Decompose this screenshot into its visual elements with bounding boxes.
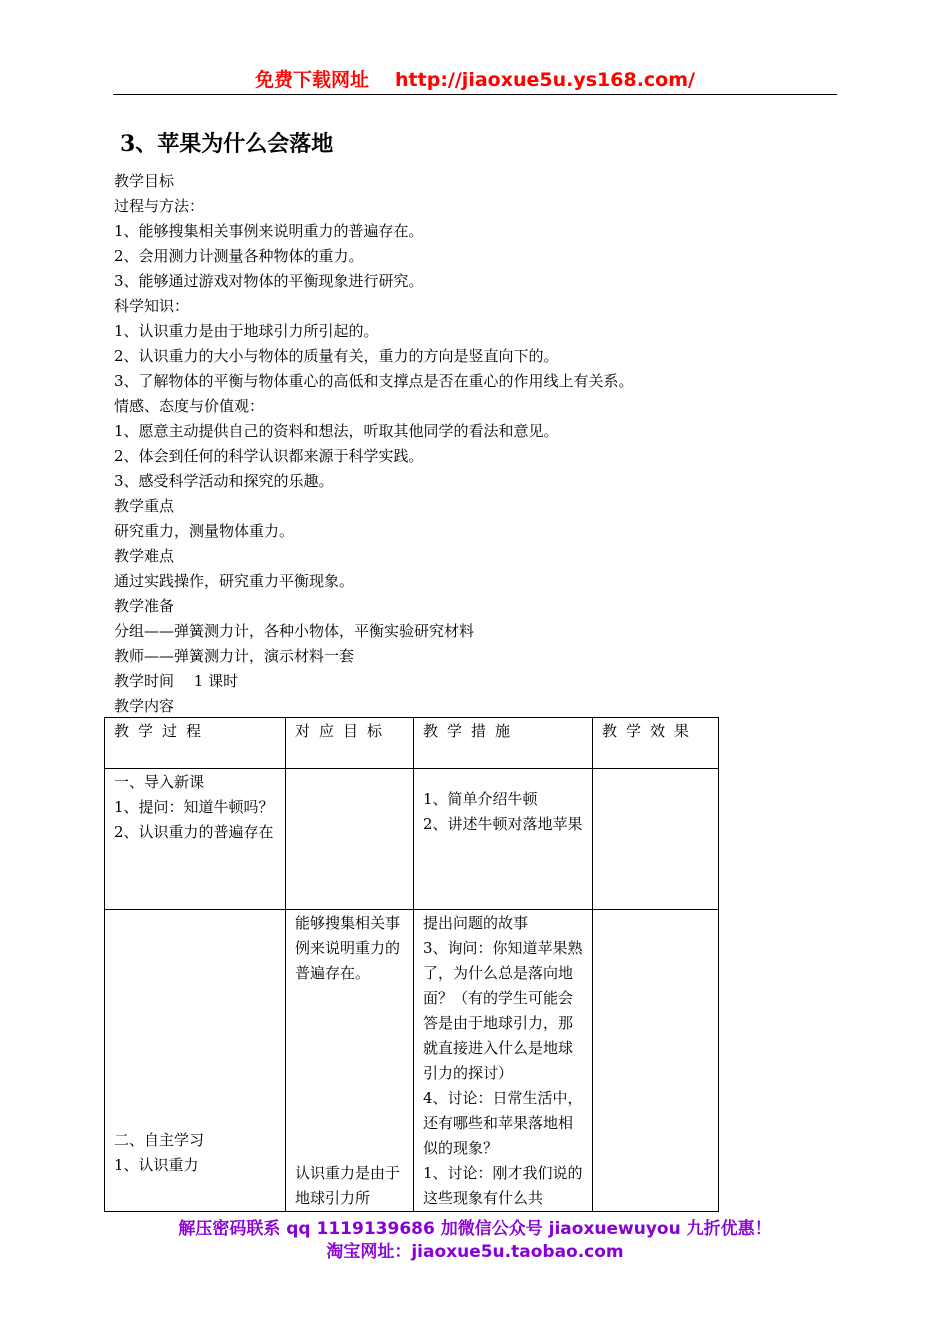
goal-cell <box>286 769 414 910</box>
text-line: 3、感受科学活动和探究的乐趣。 <box>114 472 334 490</box>
cell-line: 2、讲述牛顿对落地苹果 <box>423 815 583 833</box>
text-line: 过程与方法： <box>114 197 205 215</box>
text-line: 2、会用测力计测量各种物体的重力。 <box>114 247 364 265</box>
text-line: 教学准备 <box>114 597 175 615</box>
page-title: 3、苹果为什么会落地 <box>120 131 334 157</box>
cell-line: 1、简单介绍牛顿 <box>423 790 538 808</box>
goal-text-bottom: 认识重力是由于地球引力所 <box>295 1164 401 1207</box>
text-line: 通过实践操作，研究重力平衡现象。 <box>114 572 355 590</box>
text-line: 教学重点 <box>114 497 175 515</box>
header-effect: 教学效果 <box>593 718 719 769</box>
table-header-row <box>105 718 719 769</box>
measures-cell <box>414 910 593 1212</box>
cell-line: 4、讨论：日常生活中，还有哪些和苹果落地相似的现象？ <box>423 1089 583 1157</box>
effect-cell <box>593 769 719 910</box>
header-goal: 对应目标 <box>286 718 414 769</box>
page-footer <box>0 1218 950 1264</box>
footer-shop-link[interactable]: 淘宝网址：jiaoxue5u.taobao.com <box>326 1242 624 1262</box>
cell-line: 提出问题的故事 <box>423 914 529 932</box>
page-header <box>113 66 837 95</box>
text-line: 1、能够搜集相关事例来说明重力的普遍存在。 <box>114 222 424 240</box>
cell-line: 1、认识重力 <box>114 1156 199 1174</box>
text-line: 教师——弹簧测力计，演示材料一套 <box>114 647 355 665</box>
measures-cell <box>414 769 593 910</box>
table-row <box>105 910 719 1212</box>
header-measures: 教学措施 <box>414 718 593 769</box>
effect-cell <box>593 910 719 1212</box>
table-row <box>105 769 719 910</box>
teaching-plan-table <box>104 717 719 1212</box>
text-line: 2、体会到任何的科学认识都来源于科学实践。 <box>114 447 424 465</box>
text-line: 科学知识： <box>114 297 190 315</box>
text-line: 教学时间 1 课时 <box>114 672 239 690</box>
header-url-link[interactable]: http://jiaoxue5u.ys168.com/ <box>395 69 695 91</box>
text-line: 教学难点 <box>114 547 175 565</box>
text-line: 教学目标 <box>114 172 175 190</box>
text-line: 3、了解物体的平衡与物体重心的高低和支撑点是否在重心的作用线上有关系。 <box>114 372 634 390</box>
header-label: 免费下载网址 <box>255 69 370 91</box>
text-line: 教学内容 <box>114 697 175 715</box>
goal-cell <box>286 910 414 1212</box>
process-cell <box>105 910 286 1212</box>
text-line: 1、愿意主动提供自己的资料和想法，听取其他同学的看法和意见。 <box>114 422 559 440</box>
text-line: 研究重力，测量物体重力。 <box>114 522 295 540</box>
text-line: 2、认识重力的大小与物体的质量有关，重力的方向是竖直向下的。 <box>114 347 559 365</box>
cell-line: 1、讨论：刚才我们说的这些现象有什么共 <box>423 1164 583 1207</box>
cell-line: 1、提问：知道牛顿吗？ <box>114 798 274 816</box>
text-line: 情感、态度与价值观： <box>114 397 265 415</box>
goal-text-top: 能够搜集相关事例来说明重力的普遍存在。 <box>295 914 401 982</box>
text-line: 1、认识重力是由于地球引力所引起的。 <box>114 322 379 340</box>
cell-line: 二、自主学习 <box>114 1131 205 1149</box>
cell-line: 2、认识重力的普遍存在 <box>114 823 274 841</box>
process-cell <box>105 769 286 910</box>
text-line: 3、能够通过游戏对物体的平衡现象进行研究。 <box>114 272 424 290</box>
cell-line: 3、询问：你知道苹果熟了，为什么总是落向地面？（有的学生可能会答是由于地球引力，那就直接进入什么是地球引力的探讨） <box>423 939 583 1082</box>
text-line: 分组——弹簧测力计，各种小物体，平衡实验研究材料 <box>114 622 475 640</box>
header-process: 教学过程 <box>105 718 286 769</box>
footer-contact: 解压密码联系 qq 1119139686 加微信公众号 jiaoxuewuyou 九折优惠！ <box>178 1219 772 1239</box>
lesson-objectives <box>114 169 834 719</box>
cell-line: 一、导入新课 <box>114 773 205 791</box>
